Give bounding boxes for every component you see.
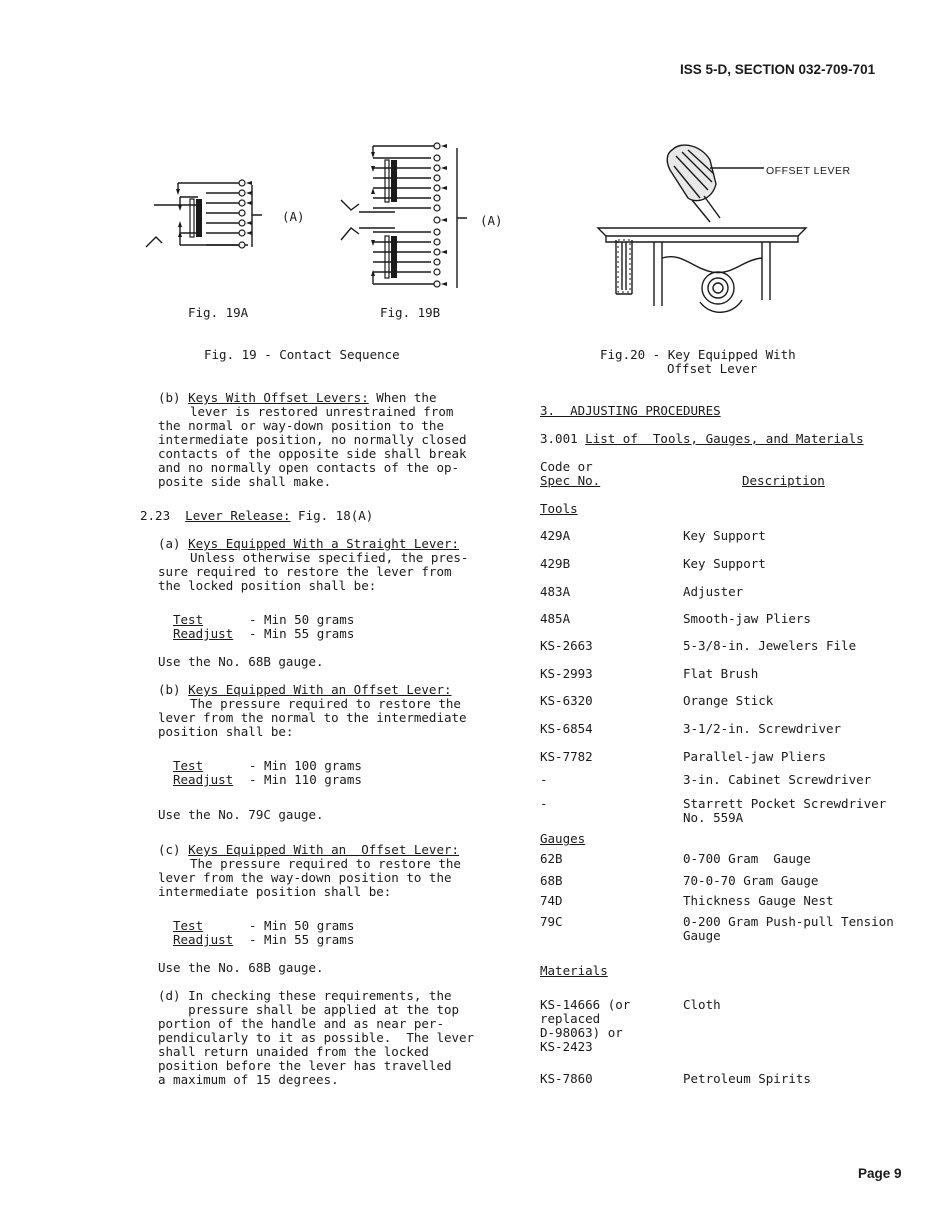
fig-19a-callout: (A) — [282, 209, 305, 224]
para-a-line: the locked position shall be: — [158, 578, 377, 593]
gauge-code: 79C — [540, 914, 563, 929]
para-d-line: a maximum of 15 degrees. — [158, 1072, 339, 1087]
gauge-description: 0-700 Gram Gauge — [683, 851, 811, 866]
column-description-header: Description — [742, 473, 825, 488]
tool-code: 483A — [540, 584, 571, 599]
tool-description: Smooth-jaw Pliers — [683, 611, 811, 626]
section-2-23-title: Lever Release: — [185, 508, 291, 523]
para-b-offset-first-line — [158, 391, 436, 405]
a-test-label: Test — [173, 612, 204, 627]
a-readjust-label: Readjust — [173, 626, 234, 641]
fig-19b-callout: (A) — [480, 213, 503, 228]
a-gauge-note: Use the No. 68B gauge. — [158, 654, 324, 669]
para-d-line: (d) In checking these requirements, the — [158, 988, 452, 1003]
tool-code: KS-6320 — [540, 693, 593, 708]
material-code: KS-2423 — [540, 1039, 593, 1054]
materials-heading: Materials — [540, 963, 608, 978]
section-2-23-ref: Fig. 18(A) — [290, 508, 374, 523]
para-b-offset-line: posite side shall make. — [158, 474, 332, 489]
gauge-code: 74D — [540, 893, 563, 908]
a-readjust-value: - Min 55 grams — [249, 626, 355, 641]
para-b-offset-line: the normal or way-down position to the — [158, 418, 444, 433]
section-3-001-title: List of Tools, Gauges, and Materials — [585, 431, 864, 446]
column-code-header-line2: Spec No. — [540, 473, 601, 488]
gauge-description: Thickness Gauge Nest — [683, 893, 834, 908]
para-b-line: The pressure required to restore the — [190, 696, 461, 711]
para-c-line: lever from the way-down position to the — [158, 870, 452, 885]
gauge-description: 0-200 Gram Push-pull Tension — [683, 914, 894, 929]
c-gauge-note: Use the No. 68B gauge. — [158, 960, 324, 975]
tools-heading: Tools — [540, 501, 578, 516]
tool-code: 429B — [540, 556, 571, 571]
fig-20-callout: OFFSET LEVER — [766, 165, 851, 177]
tool-description: Parallel-jaw Pliers — [683, 749, 826, 764]
material-description: Cloth — [683, 997, 721, 1012]
b-readjust-label: Readjust — [173, 772, 234, 787]
para-b-offset-line: lever is restored unrestrained from — [190, 404, 454, 419]
material-code: replaced — [540, 1011, 601, 1026]
para-d-line: pressure shall be applied at the top — [158, 1002, 460, 1017]
para-a-prefix: (a) — [158, 536, 181, 551]
a-test-value: - Min 50 grams — [249, 612, 355, 627]
tool-description: Flat Brush — [683, 666, 759, 681]
para-b-offset-heading: Keys With Offset Levers: — [188, 390, 369, 405]
para-d-line: position before the lever has travelled — [158, 1058, 452, 1073]
tool-description: Key Support — [683, 556, 766, 571]
fig-19b-diagram — [335, 140, 480, 295]
tool-description: Key Support — [683, 528, 766, 543]
fig-19a-label: Fig. 19A — [188, 305, 249, 320]
tool-code: KS-2993 — [540, 666, 593, 681]
para-b-offset-line: intermediate position, no normally closed — [158, 432, 467, 447]
gauge-code: 62B — [540, 851, 563, 866]
para-b-first-line — [158, 683, 452, 697]
tool-description-cont: No. 559A — [683, 810, 744, 825]
para-b-prefix: (b) — [158, 682, 181, 697]
para-b-offset-tail: When the — [368, 390, 437, 405]
tool-code: 485A — [540, 611, 571, 626]
fig-20-caption-line1: Fig.20 - Key Equipped With — [600, 347, 796, 362]
para-a-line: sure required to restore the lever from — [158, 564, 452, 579]
c-readjust-value: - Min 55 grams — [249, 932, 355, 947]
fig-20-caption-line2: Offset Lever — [667, 361, 758, 376]
tool-description: 5-3/8-in. Jewelers File — [683, 638, 857, 653]
section-3-001-heading — [540, 432, 864, 446]
tool-code: - — [540, 772, 548, 787]
section-header: ISS 5-D, SECTION 032-709-701 — [680, 62, 876, 77]
b-test-label: Test — [173, 758, 204, 773]
tool-description: Orange Stick — [683, 693, 774, 708]
para-d-line: pendicularly to it as possible. The lever — [158, 1030, 475, 1045]
tool-description: Adjuster — [683, 584, 744, 599]
b-gauge-note: Use the No. 79C gauge. — [158, 807, 324, 822]
tool-code: 429A — [540, 528, 571, 543]
gauge-description-cont: Gauge — [683, 928, 721, 943]
fig-19b-label: Fig. 19B — [380, 305, 441, 320]
gauges-heading: Gauges — [540, 831, 586, 846]
tool-code: KS-7782 — [540, 749, 593, 764]
para-c-prefix: (c) — [158, 842, 181, 857]
para-c-line: intermediate position shall be: — [158, 884, 392, 899]
b-readjust-value: - Min 110 grams — [249, 772, 362, 787]
para-c-line: The pressure required to restore the — [190, 856, 461, 871]
tool-code: - — [540, 796, 548, 811]
para-b-offset-line: contacts of the opposite side shall break — [158, 446, 467, 461]
material-description: Petroleum Spirits — [683, 1071, 811, 1086]
b-test-value: - Min 100 grams — [249, 758, 362, 773]
tool-code: KS-6854 — [540, 721, 593, 736]
gauge-code: 68B — [540, 873, 563, 888]
c-readjust-label: Readjust — [173, 932, 234, 947]
para-c-first-line — [158, 843, 459, 857]
c-test-label: Test — [173, 918, 204, 933]
c-test-value: - Min 50 grams — [249, 918, 355, 933]
tool-code: KS-2663 — [540, 638, 593, 653]
para-b-heading: Keys Equipped With an Offset Lever: — [188, 682, 452, 697]
para-b-offset-line: and no normally open contacts of the op- — [158, 460, 460, 475]
para-d-line: portion of the handle and as near per- — [158, 1016, 444, 1031]
page-number: Page 9 — [858, 1166, 902, 1181]
fig-19a-diagram — [140, 175, 280, 265]
material-code: KS-14666 (or — [540, 997, 631, 1012]
para-d-line: shall return unaided from the locked — [158, 1044, 429, 1059]
section-3-title: 3. ADJUSTING PROCEDURES — [540, 403, 721, 418]
para-a-heading: Keys Equipped With a Straight Lever: — [188, 536, 460, 551]
para-b-offset-prefix: (b) — [158, 390, 181, 405]
material-code: D-98063) or — [540, 1025, 623, 1040]
tool-description: Starrett Pocket Screwdriver — [683, 796, 887, 811]
para-a-line: Unless otherwise specified, the pres- — [190, 550, 469, 565]
para-a-first-line — [158, 537, 459, 551]
material-code: KS-7860 — [540, 1071, 593, 1086]
tool-description: 3-1/2-in. Screwdriver — [683, 721, 842, 736]
column-code-header-line1: Code or — [540, 459, 593, 474]
fig-19-caption: Fig. 19 - Contact Sequence — [204, 347, 400, 362]
gauge-description: 70-0-70 Gram Gauge — [683, 873, 819, 888]
section-2-23-number: 2.23 — [140, 508, 171, 523]
section-3-001-number: 3.001 — [540, 431, 578, 446]
tool-description: 3-in. Cabinet Screwdriver — [683, 772, 872, 787]
para-b-line: lever from the normal to the intermediate — [158, 710, 467, 725]
section-2-23-heading — [140, 509, 373, 523]
para-b-line: position shall be: — [158, 724, 294, 739]
para-c-heading: Keys Equipped With an Offset Lever: — [188, 842, 460, 857]
